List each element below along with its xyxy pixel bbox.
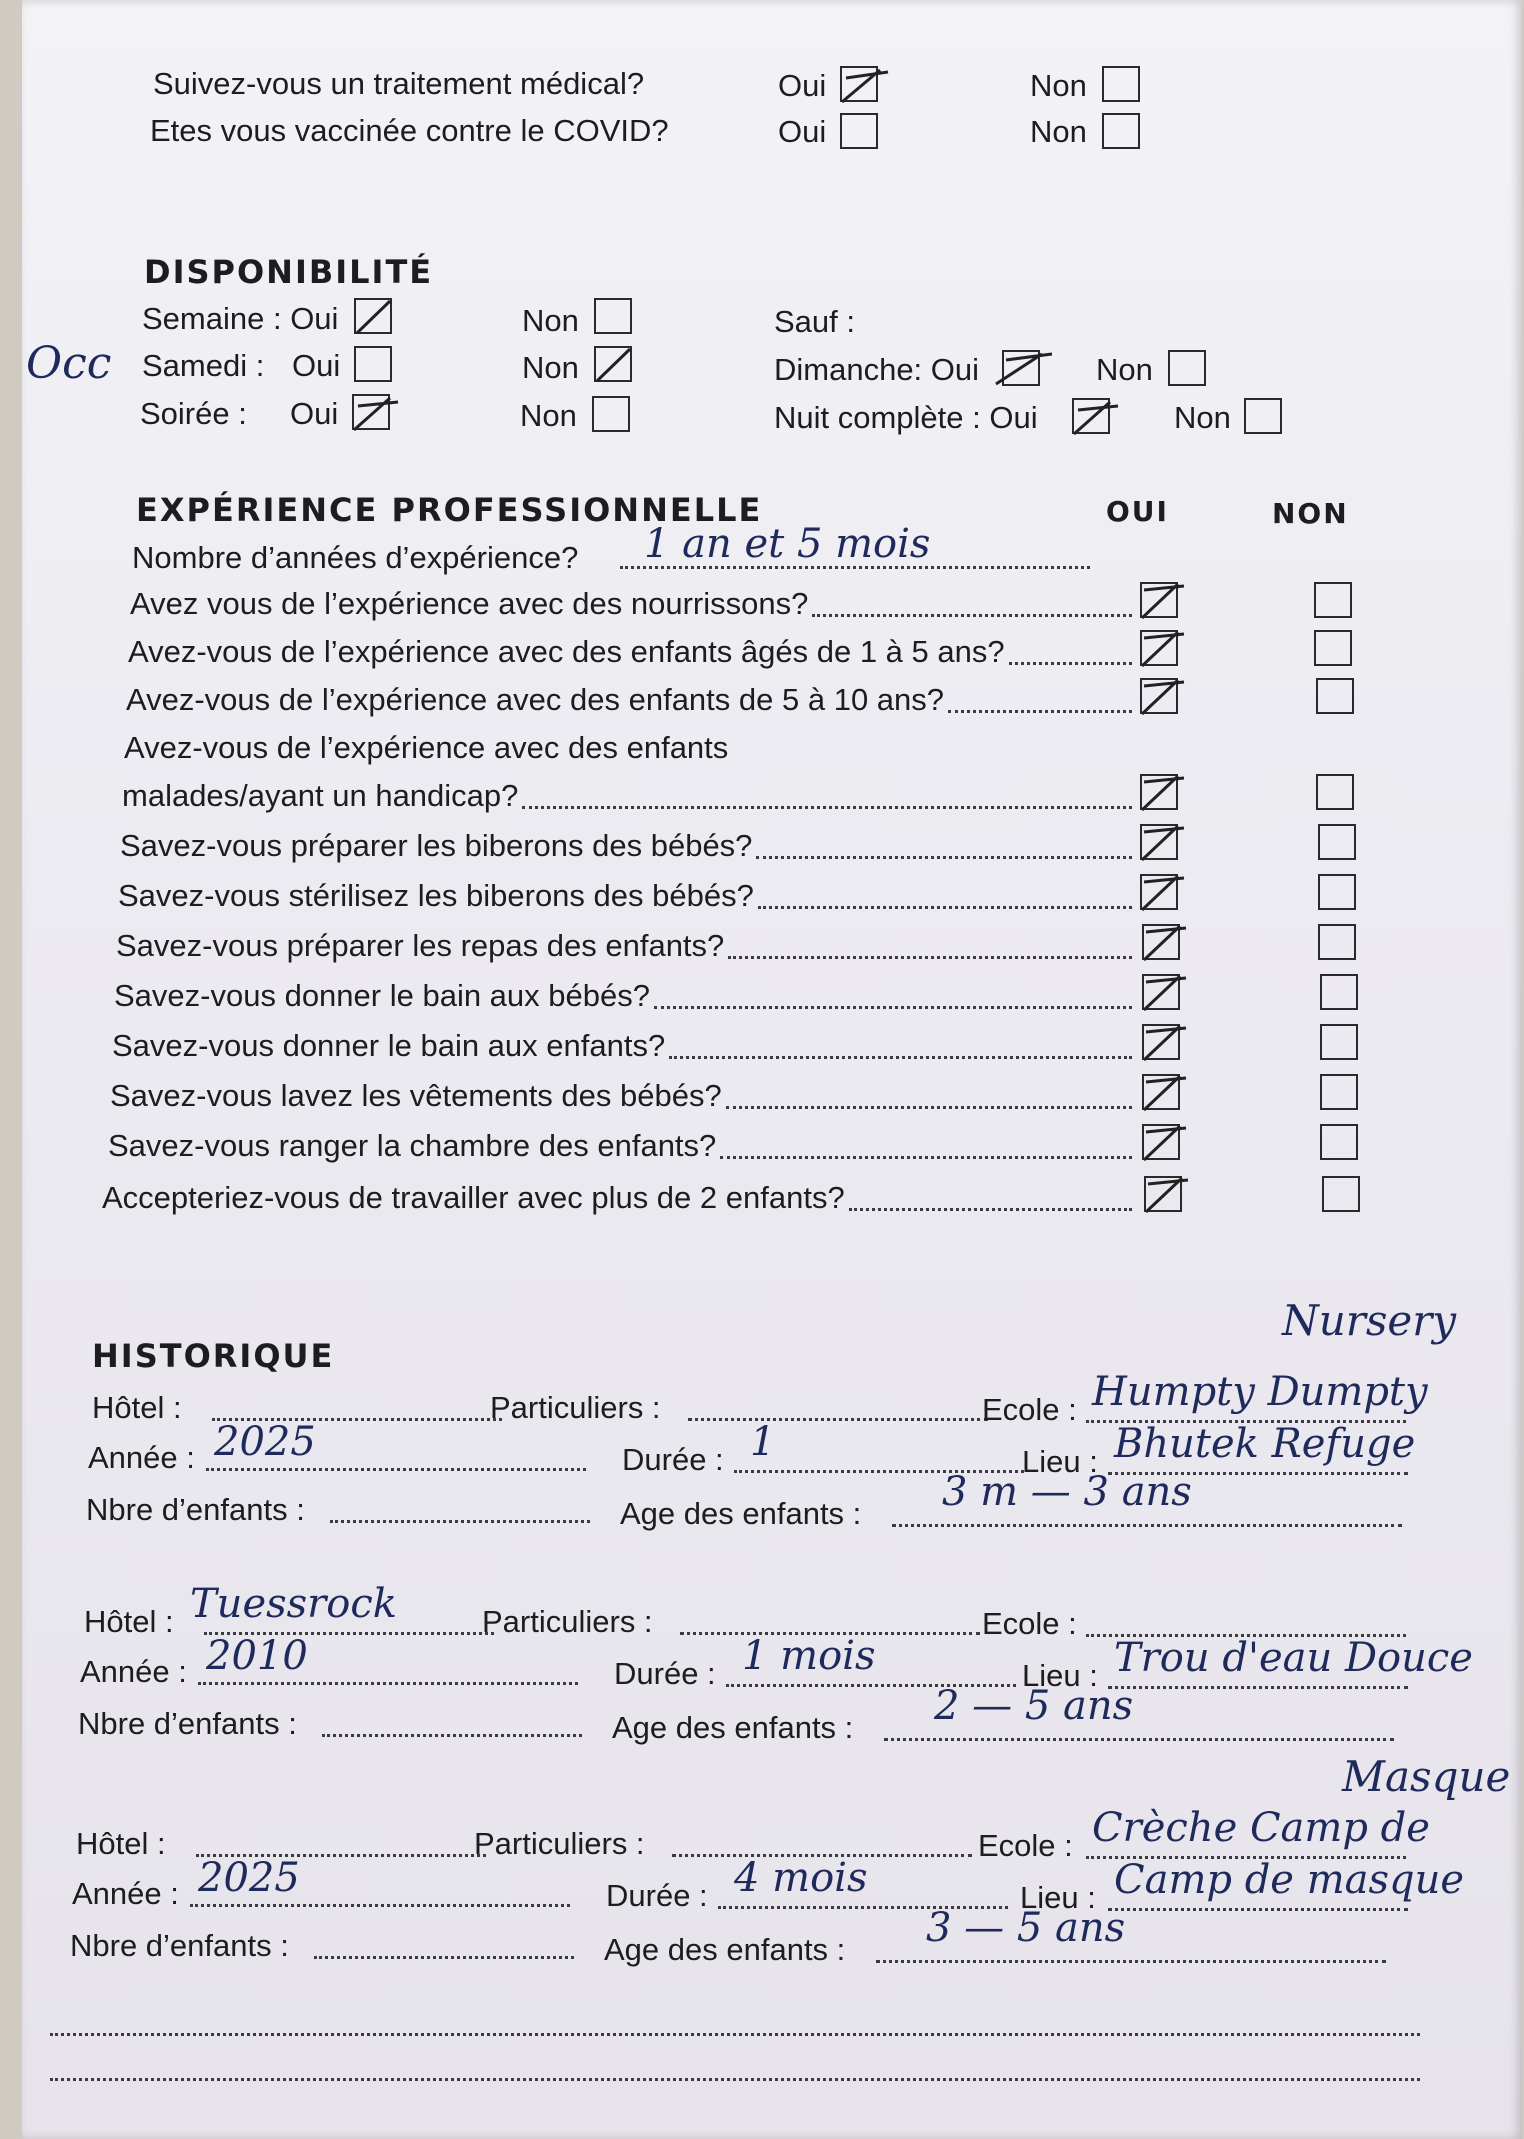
annee-label: Année : [72,1876,179,1911]
dotted-leader [720,1156,1132,1159]
experience-question: Savez-vous stérilisez les biberons des bébés? [118,878,754,913]
covid-non-checkbox[interactable] [1102,113,1140,149]
hotel-label: Hôtel : [92,1390,182,1425]
soiree-non-label: Non [520,398,577,433]
experience-non-checkbox[interactable] [1314,630,1352,666]
dotted-leader [1009,662,1132,665]
check-mark [1140,678,1186,718]
check-mark [1140,774,1186,814]
dotted-leader [522,806,1132,809]
ecole-note: Nursery [1282,1296,1457,1345]
section-title-availability: DISPONIBILITÉ [144,253,434,291]
particuliers-label: Particuliers : [490,1390,661,1425]
nuit-non-label: Non [1174,400,1231,435]
experience-non-checkbox[interactable] [1318,924,1356,960]
duree-label: Durée : [622,1442,724,1477]
age-enfants-label: Age des enfants : [620,1496,862,1531]
experience-question: malades/ayant un handicap? [122,778,519,813]
experience-question: Avez-vous de l’expérience avec des enfants de 5 à 10 ans? [126,682,945,717]
dimanche-label: Dimanche: Oui [774,352,980,387]
check-mark [1140,824,1186,864]
age-enfants-value[interactable]: 3 m — 3 ans [942,1469,1192,1515]
particuliers-label: Particuliers : [474,1826,645,1861]
check-mark [1142,974,1188,1014]
check-mark [1142,924,1188,964]
experience-question: Avez vous de l’expérience avec des nourrissons? [130,586,809,621]
experience-non-checkbox[interactable] [1314,582,1352,618]
ecole-label: Ecole : [982,1606,1077,1641]
lieu-value[interactable]: Bhutek Refuge [1114,1421,1416,1467]
check-mark [594,346,634,384]
semaine-non-label: Non [522,303,579,338]
dotted-leader [948,710,1132,713]
lieu-label: Lieu : [1022,1658,1098,1693]
check-mark [1142,1024,1188,1064]
check-mark [1140,582,1186,622]
samedi-oui-checkbox[interactable] [354,346,392,382]
dotted-leader [654,1006,1132,1009]
years-experience-label: Nombre d’années d’expérience? [132,540,579,575]
nbre-enfants-label: Nbre d’enfants : [70,1928,289,1963]
col-header-oui: OUI [1106,495,1169,528]
health-question-covid: Etes vous vaccinée contre le COVID? [150,113,669,148]
check-mark [840,66,890,106]
samedi-label: Samedi : [142,348,265,383]
lieu-label: Lieu : [1022,1444,1098,1479]
check-mark [1142,1074,1188,1114]
experience-non-checkbox[interactable] [1320,1124,1358,1160]
experience-non-checkbox[interactable] [1320,974,1358,1010]
dotted-line [330,1520,590,1523]
dotted-line [1108,1686,1408,1689]
dimanche-non-checkbox[interactable] [1168,350,1206,386]
lieu-label: Lieu : [1020,1880,1096,1915]
treatment-non-label: Non [1030,68,1087,103]
check-mark [354,298,394,336]
experience-question: Savez-vous donner le bain aux bébés? [114,978,650,1013]
age-enfants-label: Age des enfants : [604,1932,846,1967]
experience-question: Accepteriez-vous de travailler avec plus de 2 enfants? [102,1180,845,1215]
dotted-leader [812,614,1132,617]
nbre-enfants-label: Nbre d’enfants : [78,1706,297,1741]
duree-value[interactable]: 1 mois [742,1633,876,1679]
experience-non-checkbox[interactable] [1318,824,1356,860]
dotted-line [206,1468,586,1471]
age-enfants-value[interactable]: 3 — 5 ans [926,1905,1126,1951]
experience-non-checkbox[interactable] [1320,1074,1358,1110]
covid-oui-checkbox[interactable] [840,113,878,149]
dotted-leader [728,956,1132,959]
form-page [22,0,1522,2139]
semaine-non-checkbox[interactable] [594,298,632,334]
hotel-value[interactable]: Tuessrock [190,1581,398,1627]
check-mark [1072,398,1122,438]
experience-non-checkbox[interactable] [1318,874,1356,910]
dimanche-non-label: Non [1096,352,1153,387]
soiree-non-checkbox[interactable] [592,396,630,432]
soiree-oui-label: Oui [290,396,339,431]
duree-value[interactable]: 4 mois [734,1855,868,1901]
particuliers-label: Particuliers : [482,1604,653,1639]
duree-label: Durée : [606,1878,708,1913]
semaine-label: Semaine : Oui [142,301,339,336]
check-mark [1140,874,1186,914]
dotted-line [322,1734,582,1737]
experience-non-checkbox[interactable] [1316,678,1354,714]
experience-question: Savez-vous préparer les repas des enfants? [116,928,725,963]
duree-value[interactable]: 1 [750,1419,776,1465]
check-mark [352,394,402,434]
dotted-leader [726,1106,1132,1109]
age-enfants-value[interactable]: 2 — 5 ans [934,1683,1134,1729]
dotted-leader [756,856,1132,859]
blank-line [50,2033,1420,2036]
dotted-line [884,1738,1394,1741]
ecole-note: Masque [1342,1752,1511,1801]
samedi-non-label: Non [522,350,579,385]
ecole-value[interactable]: Crèche Camp de [1092,1805,1430,1851]
ecole-label: Ecole : [982,1392,1077,1427]
dotted-leader [669,1056,1132,1059]
blank-line [50,2078,1420,2081]
years-experience-value[interactable]: 1 an et 5 mois [644,521,931,567]
annee-label: Année : [80,1654,187,1689]
col-header-non: NON [1272,497,1349,530]
section-title-history: HISTORIQUE [92,1337,335,1375]
check-mark [1142,1124,1188,1164]
dotted-line [892,1524,1402,1527]
experience-question: Savez-vous lavez les vêtements des bébés? [110,1078,722,1113]
ecole-value[interactable]: Humpty Dumpty [1092,1369,1428,1415]
section-title-experience: EXPÉRIENCE PROFESSIONNELLE [136,491,763,529]
lieu-value[interactable]: Trou d'eau Douce [1114,1635,1473,1681]
soiree-label: Soirée : [140,396,247,431]
samedi-oui-label: Oui [292,348,341,383]
ecole-label: Ecole : [978,1828,1073,1863]
treatment-non-checkbox[interactable] [1102,66,1140,102]
check-mark [1144,1176,1190,1216]
hotel-label: Hôtel : [76,1826,166,1861]
sauf-label: Sauf : [774,304,855,339]
nuit-non-checkbox[interactable] [1244,398,1282,434]
covid-oui-label: Oui [778,114,827,149]
annee-label: Année : [88,1440,195,1475]
hotel-label: Hôtel : [84,1604,174,1639]
dotted-line [314,1956,574,1959]
margin-note: Occ [26,338,112,389]
experience-non-checkbox[interactable] [1320,1024,1358,1060]
dotted-line [876,1960,1386,1963]
duree-label: Durée : [614,1656,716,1691]
lieu-value[interactable]: Camp de masque [1114,1857,1465,1903]
experience-question: Savez-vous préparer les biberons des bébés? [120,828,753,863]
dotted-line [198,1682,578,1685]
nuit-label: Nuit complète : Oui [774,400,1038,435]
dotted-line [688,1418,988,1421]
experience-question: Savez-vous ranger la chambre des enfants? [108,1128,717,1163]
dotted-line [1108,1908,1408,1911]
experience-question: Savez-vous donner le bain aux enfants? [112,1028,666,1063]
age-enfants-label: Age des enfants : [612,1710,854,1745]
covid-non-label: Non [1030,114,1087,149]
experience-question: Avez-vous de l’expérience avec des enfants âgés de 1 à 5 ans? [128,634,1005,669]
annee-value[interactable]: 2025 [198,1855,300,1901]
annee-value[interactable]: 2025 [214,1419,316,1465]
dotted-line [190,1904,570,1907]
experience-non-checkbox[interactable] [1316,774,1354,810]
nbre-enfants-label: Nbre d’enfants : [86,1492,305,1527]
dotted-leader [758,906,1132,909]
check-mark [1002,350,1062,388]
dotted-leader [849,1208,1132,1211]
check-mark [1140,630,1186,670]
annee-value[interactable]: 2010 [206,1633,308,1679]
treatment-oui-label: Oui [778,68,827,103]
experience-non-checkbox[interactable] [1322,1176,1360,1212]
health-question-treatment: Suivez-vous un traitement médical? [153,66,645,101]
experience-question: Avez-vous de l’expérience avec des enfants [124,730,729,765]
